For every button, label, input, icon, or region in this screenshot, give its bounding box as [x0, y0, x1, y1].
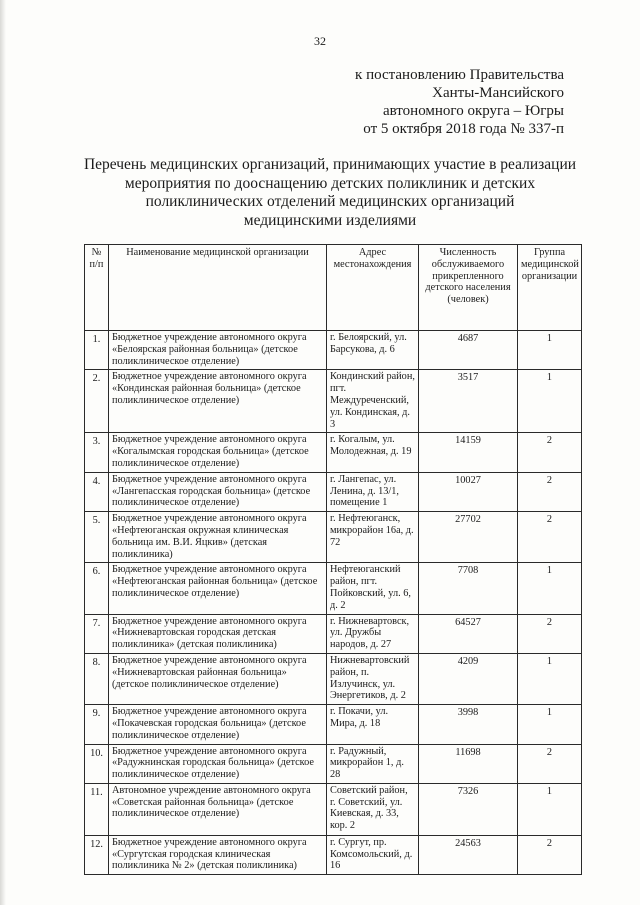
cell-group: 1 [518, 705, 582, 744]
header-address: Адрес местонахождения [327, 245, 419, 331]
cell-group: 2 [518, 472, 582, 511]
organizations-table [84, 244, 582, 875]
cell-name: Бюджетное учреждение автономного округа «Белоярская районная больница» (детское поликлиническое отделение) [109, 331, 327, 370]
cell-name: Бюджетное учреждение автономного округа «Когалымская городская больница» (детское поликлиническое отделение) [109, 433, 327, 472]
cell-name: Бюджетное учреждение автономного округа «Нижневартовская городская детская поликлиника» (детская поликлиника) [109, 614, 327, 653]
cell-num: 1. [85, 331, 109, 370]
cell-group: 1 [518, 563, 582, 614]
cell-address: г. Белоярский, ул. Барсукова, д. 6 [327, 331, 419, 370]
table-header-row [85, 245, 582, 331]
cell-count: 4687 [419, 331, 518, 370]
table-row [85, 433, 582, 472]
title-line: медицинскими изделиями [243, 211, 417, 229]
cell-num: 3. [85, 433, 109, 472]
annex-line: Ханты-Мансийского [432, 85, 564, 101]
cell-num: 10. [85, 744, 109, 783]
cell-name: Автономное учреждение автономного округа «Советская районная больница» (детское поликлиническое отделение) [109, 783, 327, 835]
cell-address: г. Покачи, ул. Мира, д. 18 [327, 705, 419, 744]
table-row [85, 370, 582, 433]
cell-num: 8. [85, 653, 109, 704]
cell-group: 1 [518, 783, 582, 835]
document-title [60, 156, 600, 230]
table-row [85, 744, 582, 783]
cell-address: Советский район, г. Советский, ул. Киевская, д. 33, кор. 2 [327, 783, 419, 835]
header-num: № п/п [85, 245, 109, 331]
cell-count: 3517 [419, 370, 518, 433]
cell-address: Нижневартовский район, п. Излучинск, ул. Энергетиков, д. 2 [327, 653, 419, 704]
table-row [85, 783, 582, 835]
cell-num: 9. [85, 705, 109, 744]
cell-count: 7326 [419, 783, 518, 835]
cell-name: Бюджетное учреждение автономного округа «Нижневартовская районная больница» (детское поликлиническое отделение) [109, 653, 327, 704]
cell-num: 4. [85, 472, 109, 511]
scan-edge [0, 0, 6, 905]
cell-address: г. Сургут, пр. Комсомольский, д. 16 [327, 835, 419, 874]
cell-num: 7. [85, 614, 109, 653]
table-row [85, 472, 582, 511]
cell-name: Бюджетное учреждение автономного округа «Радужнинская городская больница» (детское поликлиническое отделение) [109, 744, 327, 783]
cell-count: 64527 [419, 614, 518, 653]
annex-header [355, 66, 564, 138]
cell-name: Бюджетное учреждение автономного округа «Покачевская городская больница» (детское поликлиническое отделение) [109, 705, 327, 744]
cell-address: Нефтеюганский район, пгт. Пойковский, ул. 6, д. 2 [327, 563, 419, 614]
annex-line: от 5 октября 2018 года № 337-п [363, 121, 564, 137]
cell-count: 24563 [419, 835, 518, 874]
header-count: Численность обслуживаемого прикрепленного детского населения (человек) [419, 245, 518, 331]
cell-group: 2 [518, 512, 582, 563]
cell-address: г. Когалым, ул. Молодежная, д. 19 [327, 433, 419, 472]
annex-line: к постановлению Правительства [355, 67, 564, 83]
cell-group: 1 [518, 653, 582, 704]
cell-count: 4209 [419, 653, 518, 704]
cell-count: 11698 [419, 744, 518, 783]
header-name: Наименование медицинской организации [109, 245, 327, 331]
cell-count: 10027 [419, 472, 518, 511]
cell-num: 11. [85, 783, 109, 835]
title-line: Перечень медицинских организаций, принимающих участие в реализации [83, 156, 577, 173]
cell-address: г. Радужный, микрорайон 1, д. 28 [327, 744, 419, 783]
cell-group: 2 [518, 614, 582, 653]
cell-group: 2 [518, 744, 582, 783]
title-line: мероприятия по дооснащению детских поликлиник и детских [124, 174, 536, 192]
cell-group: 1 [518, 370, 582, 433]
table-row [85, 653, 582, 704]
table-row [85, 614, 582, 653]
cell-name: Бюджетное учреждение автономного округа «Сургутская городская клиническая поликлиника № 2» (детская поликлиника) [109, 835, 327, 874]
cell-count: 27702 [419, 512, 518, 563]
page-number: 32 [314, 34, 326, 48]
table-row [85, 835, 582, 874]
table-row [85, 563, 582, 614]
cell-num: 6. [85, 563, 109, 614]
cell-num: 12. [85, 835, 109, 874]
cell-name: Бюджетное учреждение автономного округа «Кондинская районная больница» (детское поликлиническое отделение) [109, 370, 327, 433]
cell-address: г. Нефтеюганск, микрорайон 16а, д. 72 [327, 512, 419, 563]
cell-group: 1 [518, 331, 582, 370]
title-line: поликлинических отделений медицинских организаций [145, 193, 515, 210]
cell-address: г. Лангепас, ул. Ленина, д. 13/1, помещение 1 [327, 472, 419, 511]
cell-count: 14159 [419, 433, 518, 472]
table-row [85, 705, 582, 744]
cell-address: Кондинский район, пгт. Междуреченский, ул. Кондинская, д. 3 [327, 370, 419, 433]
cell-name: Бюджетное учреждение автономного округа «Лангепасская городская больница» (детское поликлиническое отделение) [109, 472, 327, 511]
cell-num: 5. [85, 512, 109, 563]
cell-group: 2 [518, 433, 582, 472]
cell-count: 7708 [419, 563, 518, 614]
cell-address: г. Нижневартовск, ул. Дружбы народов, д. 27 [327, 614, 419, 653]
header-group: Группа медицинской организации [518, 245, 582, 331]
table-row [85, 331, 582, 370]
cell-name: Бюджетное учреждение автономного округа «Нефтеюганская окружная клиническая больница им. В.И. Яцкив» (детская поликлиника) [109, 512, 327, 563]
cell-num: 2. [85, 370, 109, 433]
annex-line: автономного округа – Югры [382, 103, 564, 119]
cell-group: 2 [518, 835, 582, 874]
cell-name: Бюджетное учреждение автономного округа «Нефтеюганская районная больница» (детское поликлиническое отделение) [109, 563, 327, 614]
cell-count: 3998 [419, 705, 518, 744]
table-row [85, 512, 582, 563]
